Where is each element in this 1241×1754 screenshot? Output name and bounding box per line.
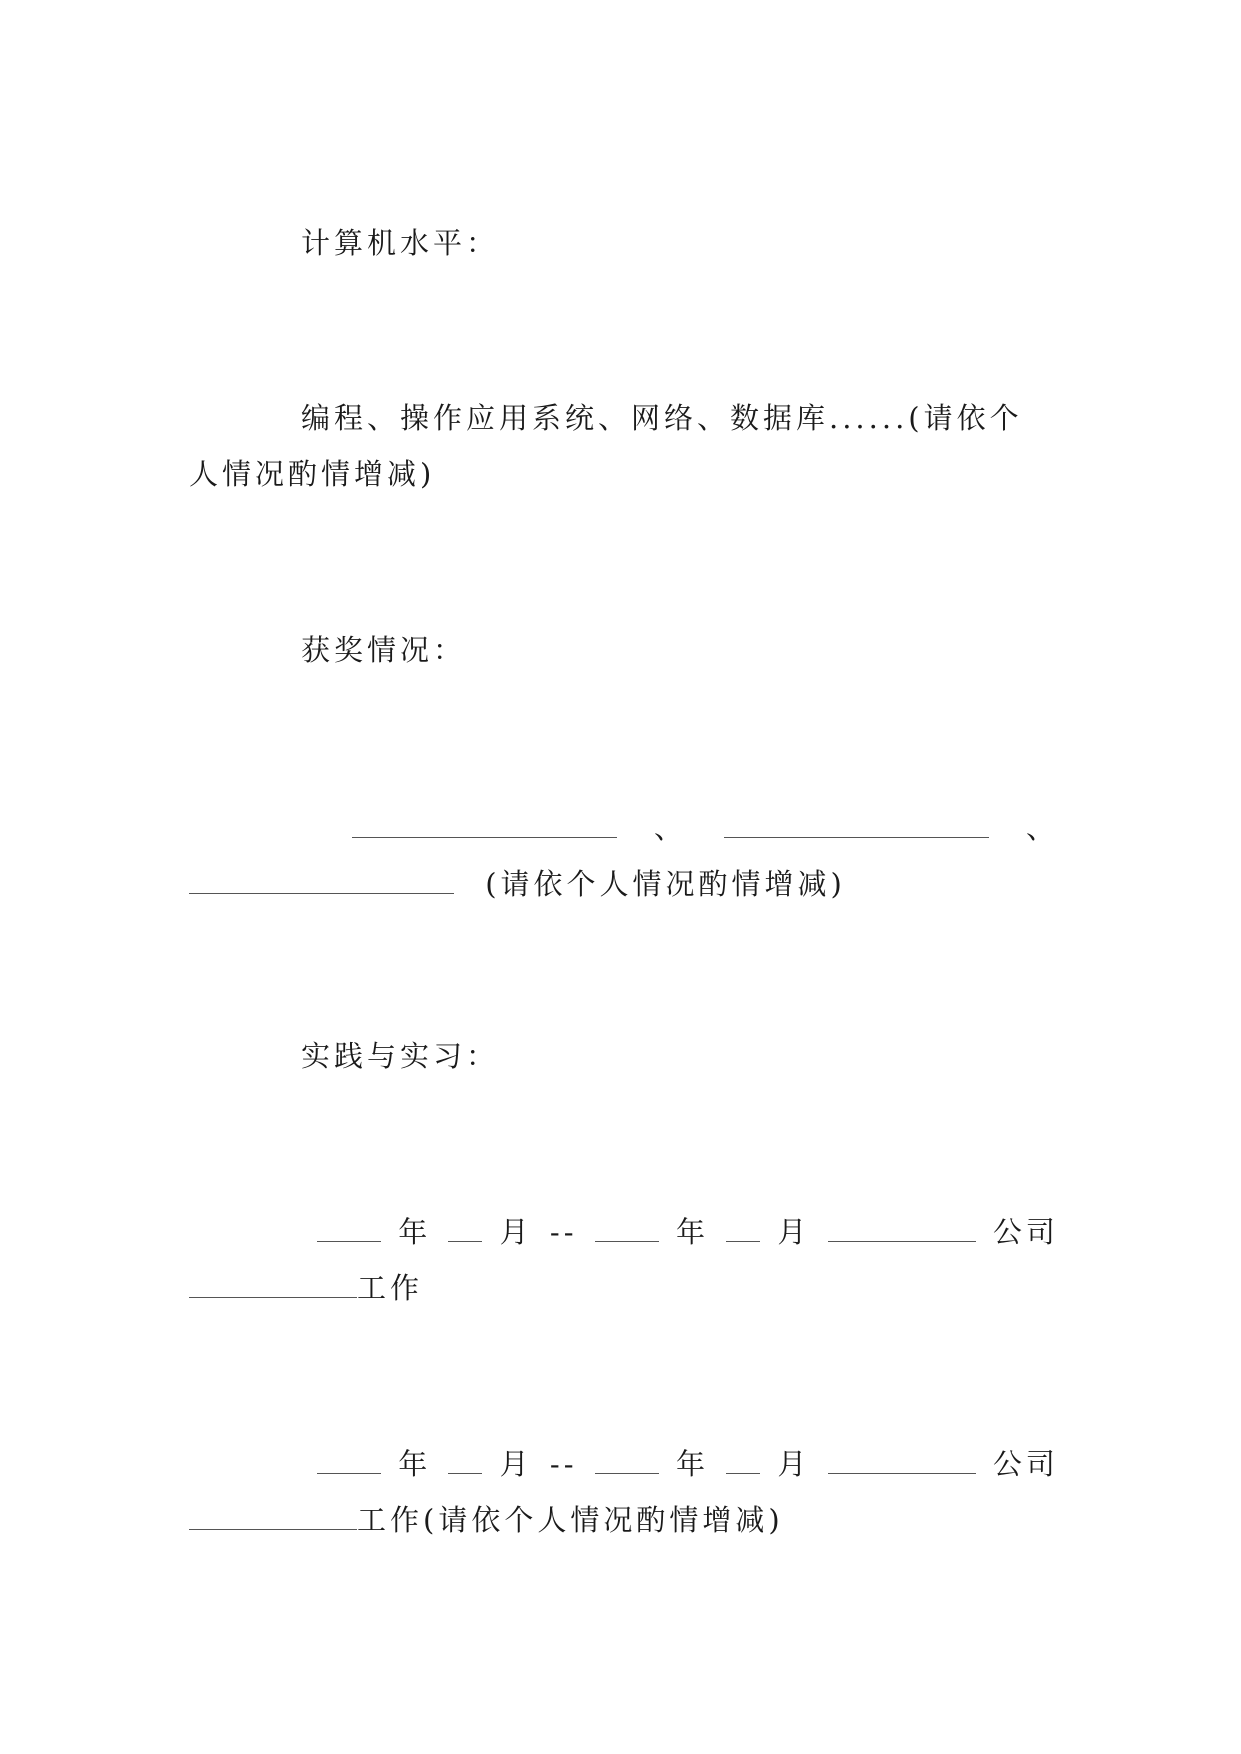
award-blank-2[interactable] [724,813,989,838]
practice-heading: 实践与实习： [301,1039,500,1073]
start-month-blank-2[interactable] [448,1449,482,1474]
computer-heading: 计算机水平： [301,226,500,260]
practice-entry-1-line2 [189,1270,1059,1306]
work-blank-2[interactable] [189,1505,357,1530]
range-dash: -- [549,1215,578,1249]
practice-entry-1-line1 [189,1214,1059,1250]
start-month-blank-1[interactable] [448,1217,482,1242]
awards-note: (请依个人情况酌情增减) [485,867,846,901]
award-separator-2: 、 [1025,811,1059,845]
range-dash: -- [549,1447,578,1481]
work-note-label: 工作(请依个人情况酌情增减) [357,1503,784,1537]
award-blank-3[interactable] [189,869,454,894]
award-blank-1[interactable] [352,813,617,838]
month-label: 月 [499,1447,533,1481]
work-label: 工作 [357,1271,424,1305]
company-blank-1[interactable] [828,1217,976,1242]
work-blank-1[interactable] [189,1273,357,1298]
awards-line1 [189,810,1059,846]
company-label: 公司 [992,1447,1059,1481]
month-label: 月 [499,1215,533,1249]
end-year-blank-2[interactable] [595,1449,659,1474]
year-label: 年 [675,1215,709,1249]
end-month-blank-2[interactable] [726,1449,760,1474]
year-label: 年 [398,1215,432,1249]
start-year-blank-1[interactable] [317,1217,381,1242]
year-label: 年 [675,1447,709,1481]
company-label: 公司 [992,1215,1059,1249]
practice-entry-2-line1 [189,1446,1059,1482]
company-blank-2[interactable] [828,1449,976,1474]
computer-text-line2: 人情况酌情增减) [189,457,436,491]
month-label: 月 [777,1215,811,1249]
end-year-blank-1[interactable] [595,1217,659,1242]
end-month-blank-1[interactable] [726,1217,760,1242]
awards-line2 [189,866,1059,902]
start-year-blank-2[interactable] [317,1449,381,1474]
award-separator-1: 、 [653,811,687,845]
month-label: 月 [777,1447,811,1481]
awards-heading: 获奖情况： [301,633,467,667]
practice-entry-2-line2 [189,1502,1059,1538]
year-label: 年 [398,1447,432,1481]
computer-text-line1: 编程、操作应用系统、网络、数据库......(请依个 [301,401,1023,435]
